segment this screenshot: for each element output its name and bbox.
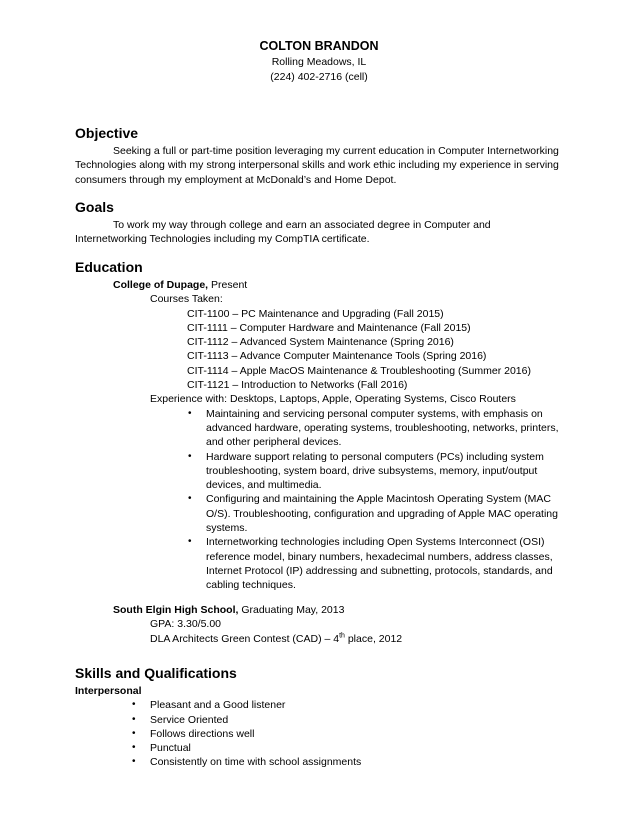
bullet-icon: •	[132, 713, 136, 725]
skills-list	[75, 698, 565, 769]
objective-section	[75, 124, 565, 187]
interpersonal-subheading: Interpersonal	[75, 685, 142, 697]
courses-label: Courses Taken:	[150, 293, 223, 306]
course-item: CIT-1121 – Introduction to Networks (Fall 2016)	[187, 379, 408, 392]
experience-text: Internetworking technologies including Open Systems Interconnect (OSI) reference model, binary numbers, hexadecimal numbers, address classes, Internet Protocol (IP) addressing and subnetting, protocols, standards, and cabling techniques.	[206, 536, 553, 592]
education-heading: Education	[75, 259, 143, 275]
skill-text: Consistently on time with school assignments	[150, 756, 362, 769]
course-item: CIT-1114 – Apple MacOS Maintenance & Troubleshooting (Summer 2016)	[187, 364, 531, 377]
skills-section	[75, 664, 565, 770]
list-item	[188, 450, 566, 493]
skill-text: Pleasant and a Good listener	[150, 699, 286, 712]
applicant-location: Rolling Meadows, IL	[271, 56, 367, 68]
goals-text-block	[75, 218, 565, 247]
list-item	[188, 407, 566, 450]
applicant-name: COLTON BRANDON	[259, 39, 379, 53]
contest-prefix: DLA Architects Green Contest (CAD) – 4	[150, 632, 340, 645]
college-status: Present	[208, 279, 248, 291]
objective-text-block	[75, 144, 565, 187]
goals-section	[75, 198, 565, 247]
course-item: CIT-1113 – Advance Computer Maintenance Tools (Spring 2016)	[187, 350, 487, 363]
goals-text: To work my way through college and earn an associated degree in Computer and Internetworking Technologies including my CompTIA certificate.	[75, 219, 491, 246]
applicant-phone: (224) 402-2716 (cell)	[270, 70, 368, 83]
experience-text: Configuring and maintaining the Apple Macintosh Operating System (MAC O/S). Troubleshooting, configuration and upgrading of Apple MAC operating systems.	[206, 493, 558, 535]
highschool-block	[75, 603, 565, 646]
contest-suffix: place, 2012	[344, 632, 403, 645]
gpa-text: GPA: 3.30/5.00	[150, 618, 222, 631]
skills-heading: Skills and Qualifications	[75, 665, 237, 681]
experience-list	[75, 407, 565, 593]
bullet-icon: •	[132, 742, 136, 754]
bullet-icon: •	[132, 699, 136, 711]
list-item	[132, 755, 565, 769]
list-item	[188, 492, 566, 535]
bullet-icon: •	[188, 536, 192, 548]
experience-text: Maintaining and servicing personal computer systems, with emphasis on advanced hardware, operating systems, troubleshooting, networks, printers, and other peripheral devices.	[206, 407, 559, 449]
bullet-icon: •	[132, 727, 136, 739]
list-item	[132, 698, 565, 712]
goals-heading: Goals	[75, 199, 114, 215]
course-item: CIT-1100 – PC Maintenance and Upgrading (Fall 2015)	[187, 307, 444, 320]
experience-text: Hardware support relating to personal computers (PCs) including system troubleshooting, system board, drive subsystems, memory, input/output devices, and multimedia.	[206, 450, 544, 492]
skill-text: Follows directions well	[150, 727, 255, 740]
course-item: CIT-1112 – Advanced System Maintenance (Spring 2016)	[187, 336, 454, 349]
bullet-icon: •	[188, 450, 192, 462]
list-item	[132, 741, 565, 755]
objective-text: Seeking a full or part-time position leveraging my current education in Computer Internetworking Technologies along with my strong interpersonal skills and work ethic including my experience in serving consumers through my employment at McDonald’s and Home Depot.	[75, 145, 559, 186]
bullet-icon: •	[132, 756, 136, 768]
bullet-icon: •	[188, 493, 192, 505]
experience-label: Experience with: Desktops, Laptops, Apple, Operating Systems, Cisco Routers	[150, 393, 516, 406]
skill-text: Service Oriented	[150, 713, 229, 726]
list-item	[132, 727, 565, 741]
list-item	[132, 713, 565, 727]
list-item	[188, 535, 566, 592]
skill-text: Punctual	[150, 742, 191, 755]
highschool-line	[113, 603, 565, 617]
bullet-icon: •	[188, 407, 192, 419]
resume-header	[0, 38, 638, 84]
college-name: College of Dupage,	[113, 279, 209, 291]
objective-heading: Objective	[75, 125, 139, 141]
college-line	[113, 278, 565, 292]
contest-line	[150, 632, 565, 646]
contest-ordinal: th	[339, 632, 345, 640]
education-section	[75, 258, 565, 593]
course-item: CIT-1111 – Computer Hardware and Maintenance (Fall 2015)	[187, 321, 471, 334]
highschool-name: South Elgin High School,	[113, 604, 239, 616]
highschool-status: Graduating May, 2013	[238, 604, 345, 616]
